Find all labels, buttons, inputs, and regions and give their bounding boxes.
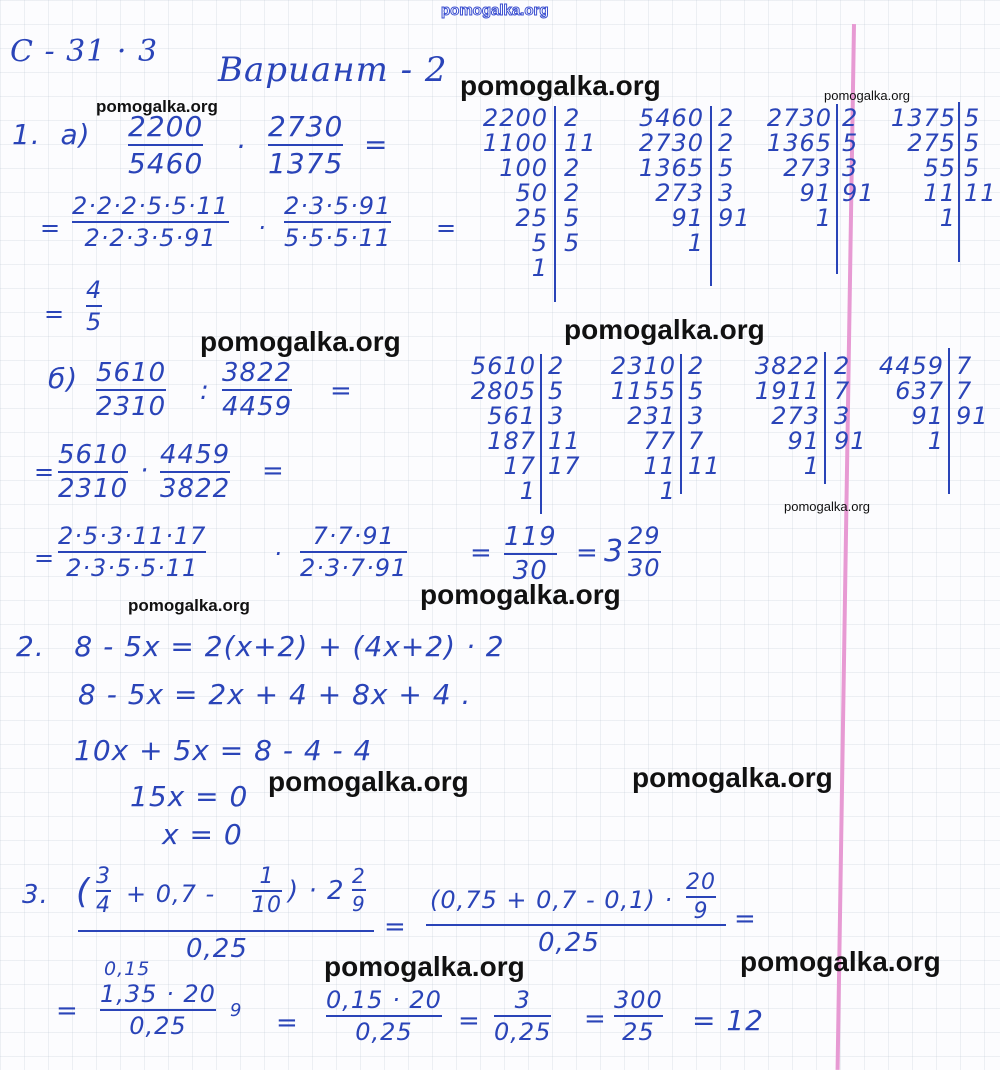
watermark: pomogalka.org bbox=[128, 596, 250, 615]
task3-e-sub: 9 bbox=[230, 1000, 243, 1021]
denominator: 2310 bbox=[96, 392, 167, 422]
fraction-3-4 bbox=[96, 864, 111, 918]
task1a-result-eq: = bbox=[44, 300, 66, 328]
denominator: 0,25 bbox=[355, 1018, 413, 1046]
factor-divider bbox=[836, 104, 838, 274]
task1b-fraction-4 bbox=[160, 440, 230, 504]
numerator: 2·3·5·91 bbox=[284, 192, 392, 220]
task1b-eq-5: = bbox=[470, 538, 493, 568]
factor-col-2310-primes: 2 5 3 7 11 bbox=[688, 352, 721, 480]
factor-divider bbox=[824, 352, 826, 484]
task1a-eq-2: = bbox=[40, 214, 62, 242]
task1b-label: б) bbox=[48, 362, 79, 395]
watermark: pomogalka.org bbox=[200, 326, 401, 357]
watermark: pomogalka.org bbox=[96, 97, 218, 116]
task1a-eq-3: = bbox=[436, 214, 458, 242]
numerator: 4 bbox=[86, 276, 103, 304]
variant-title: Вариант - 2 bbox=[218, 50, 448, 90]
denominator: 30 bbox=[512, 556, 548, 586]
denominator: 4459 bbox=[222, 392, 293, 422]
task1a-op-2: · bbox=[258, 214, 267, 242]
task1b-eq-2: = bbox=[34, 458, 56, 486]
numerator: 1 bbox=[259, 864, 275, 889]
task1b-eq-4: = bbox=[34, 544, 56, 572]
factor-col-1375: 1375 275 55 11 1 bbox=[890, 104, 956, 232]
fraction-bar bbox=[100, 1009, 216, 1011]
fraction-bar bbox=[86, 305, 102, 307]
numerator: 29 bbox=[628, 522, 661, 550]
task1a-label: 1. а) bbox=[12, 118, 91, 151]
task3-eq-3: = bbox=[56, 996, 79, 1026]
task2-line-5: x = 0 bbox=[162, 818, 243, 851]
factor-col-3822: 3822 1911 273 91 1 bbox=[754, 352, 820, 480]
task1a-op: · bbox=[236, 130, 246, 163]
task3-label: 3. bbox=[22, 880, 49, 910]
numerator: 2200 bbox=[128, 110, 204, 143]
denominator: 5 bbox=[86, 308, 103, 336]
task3-small-015: 0,15 bbox=[104, 958, 151, 980]
task1b-eq-6: = bbox=[576, 538, 599, 568]
task1a-fraction-2 bbox=[268, 110, 343, 180]
task1a-fraction-4 bbox=[284, 192, 391, 252]
numerator: 3822 bbox=[222, 358, 293, 388]
numerator: 3 bbox=[96, 864, 111, 889]
watermark-top: pomogalka.org bbox=[441, 2, 549, 19]
denominator: 5460 bbox=[128, 147, 204, 180]
numerator: 5610 bbox=[96, 358, 167, 388]
task1b-fraction-2 bbox=[222, 358, 292, 422]
fraction-bar bbox=[326, 1015, 442, 1017]
task1a-eq: = bbox=[364, 128, 389, 161]
factor-col-3822-primes: 2 7 3 91 bbox=[834, 352, 867, 455]
fraction-bar bbox=[128, 144, 203, 146]
fraction-bar bbox=[96, 890, 111, 892]
fraction-bar bbox=[58, 471, 128, 473]
factor-col-2730-primes: 2 5 3 91 bbox=[842, 104, 875, 207]
task1b-result-improper bbox=[504, 522, 557, 586]
factor-col-4459: 4459 637 91 1 bbox=[878, 352, 944, 455]
task1a-fraction-1 bbox=[128, 110, 203, 180]
task1b-eq-3: = bbox=[262, 456, 285, 486]
fraction-2-9 bbox=[352, 864, 366, 916]
close-times: ) · 2 bbox=[288, 876, 345, 906]
factor-divider bbox=[710, 106, 712, 286]
denominator: 5·5·5·11 bbox=[284, 224, 392, 252]
numerator: 5610 bbox=[58, 440, 129, 470]
fraction-bar bbox=[252, 890, 282, 892]
denominator: 1375 bbox=[268, 147, 344, 180]
fraction-1-10 bbox=[252, 864, 282, 918]
fraction-bar bbox=[160, 471, 230, 473]
watermark: pomogalka.org bbox=[460, 70, 661, 101]
task3-eq-2: = bbox=[734, 904, 757, 934]
watermark: pomogalka.org bbox=[632, 762, 833, 793]
task3-big-fraction-1 bbox=[76, 862, 372, 934]
task3-main-bar-1 bbox=[78, 930, 374, 932]
task3-den-1: 0,25 bbox=[186, 934, 248, 964]
factor-divider bbox=[554, 106, 556, 302]
task2-line-4: 15x = 0 bbox=[130, 780, 249, 813]
task3-num-2: (0,75 + 0,7 - 0,1) · bbox=[430, 886, 674, 914]
denominator: 25 bbox=[622, 1018, 655, 1046]
task2-line-2: 8 - 5x = 2x + 4 + 8x + 4 . bbox=[78, 678, 472, 711]
task3-eq-4: = bbox=[276, 1008, 299, 1038]
task2-line-1: 2. 8 - 5x = 2(x+2) + (4x+2) · 2 bbox=[16, 630, 505, 663]
task3-eq-6: = bbox=[584, 1004, 607, 1034]
denominator: 3822 bbox=[160, 474, 231, 504]
task3-fraction-h bbox=[614, 986, 663, 1046]
task1b-fraction-3 bbox=[58, 440, 128, 504]
task3-fraction-g bbox=[494, 986, 551, 1046]
fraction-bar bbox=[96, 389, 166, 391]
task3-final: = 12 bbox=[692, 1004, 764, 1037]
numerator: 2·5·3·11·17 bbox=[58, 522, 207, 550]
fraction-bar bbox=[494, 1015, 551, 1017]
denominator: 2·2·3·5·91 bbox=[84, 224, 217, 252]
fraction-bar bbox=[352, 889, 366, 891]
task3-fraction-f bbox=[326, 986, 442, 1046]
fraction-20-9 bbox=[686, 870, 716, 924]
numerator: 20 bbox=[686, 870, 716, 895]
watermark: pomogalka.org bbox=[420, 579, 621, 610]
numerator: 3 bbox=[514, 986, 531, 1014]
numerator: 1,35 · 20 bbox=[100, 980, 216, 1008]
factor-col-5460-primes: 2 2 5 3 91 bbox=[718, 104, 751, 232]
task3-eq-5: = bbox=[458, 1006, 481, 1036]
numerator: 119 bbox=[504, 522, 557, 552]
factor-divider bbox=[958, 102, 960, 262]
denominator: 4 bbox=[96, 893, 111, 918]
numerator: 2·2·2·5·5·11 bbox=[72, 192, 230, 220]
watermark: pomogalka.org bbox=[784, 499, 870, 514]
factor-col-2200: 2200 1100 100 50 25 5 1 bbox=[482, 104, 548, 282]
task3-main-bar-2 bbox=[426, 924, 726, 926]
factor-col-2730: 2730 1365 273 91 1 bbox=[766, 104, 832, 232]
factor-col-5460: 5460 2730 1365 273 91 1 bbox=[638, 104, 704, 257]
task1b-fraction-5 bbox=[58, 522, 206, 582]
numerator: 0,15 · 20 bbox=[326, 986, 442, 1014]
factor-divider bbox=[948, 348, 950, 494]
plus-text: + 0,7 - bbox=[126, 880, 216, 908]
fraction-bar bbox=[628, 551, 661, 553]
section-code: С - 31 · 3 bbox=[10, 34, 159, 69]
denominator: 10 bbox=[252, 893, 282, 918]
factor-col-2200-primes: 2 11 2 2 5 5 bbox=[564, 104, 597, 257]
task1b-mixed-whole: 3 bbox=[604, 534, 625, 569]
numerator: 7·7·91 bbox=[312, 522, 395, 550]
open-paren: ( bbox=[76, 872, 91, 912]
denominator: 0,25 bbox=[129, 1012, 187, 1040]
factor-divider bbox=[680, 354, 682, 494]
task1a-result bbox=[86, 276, 102, 336]
factor-col-4459-primes: 7 7 91 bbox=[956, 352, 989, 430]
denominator: 9 bbox=[352, 892, 366, 916]
task1b-op-3: · bbox=[274, 540, 283, 568]
fraction-bar bbox=[58, 551, 206, 553]
watermark: pomogalka.org bbox=[824, 88, 910, 103]
fraction-bar bbox=[300, 551, 407, 553]
fraction-bar bbox=[614, 1015, 663, 1017]
denominator: 30 bbox=[628, 554, 661, 582]
denominator: 0,25 bbox=[494, 1018, 552, 1046]
denominator: 2·3·5·5·11 bbox=[66, 554, 199, 582]
watermark: pomogalka.org bbox=[268, 766, 469, 797]
numerator: 4459 bbox=[160, 440, 231, 470]
task2-line-3: 10x + 5x = 8 - 4 - 4 bbox=[74, 734, 373, 767]
fraction-bar bbox=[222, 389, 292, 391]
task3-fraction-e bbox=[100, 980, 216, 1040]
denominator: 9 bbox=[693, 899, 709, 924]
numerator: 2730 bbox=[268, 110, 344, 143]
numerator: 2 bbox=[352, 864, 366, 888]
task1b-fraction-1 bbox=[96, 358, 166, 422]
task1b-eq: = bbox=[330, 376, 353, 406]
watermark: pomogalka.org bbox=[564, 314, 765, 345]
task3-eq-1: = bbox=[384, 912, 407, 942]
factor-col-5610-primes: 2 5 3 11 17 bbox=[548, 352, 581, 480]
watermark: pomogalka.org bbox=[740, 946, 941, 977]
fraction-bar bbox=[284, 221, 391, 223]
fraction-bar bbox=[686, 896, 716, 898]
denominator: 2·3·7·91 bbox=[300, 554, 408, 582]
numerator: 300 bbox=[614, 986, 663, 1014]
task1b-op: : bbox=[200, 376, 210, 406]
factor-col-1375-primes: 5 5 5 11 bbox=[964, 104, 997, 207]
factor-col-2310: 2310 1155 231 77 11 1 bbox=[610, 352, 676, 505]
denominator: 2310 bbox=[58, 474, 129, 504]
factor-divider bbox=[540, 354, 542, 514]
task1b-fraction-6 bbox=[300, 522, 407, 582]
watermark: pomogalka.org bbox=[324, 951, 525, 982]
task1b-mixed-fraction bbox=[628, 522, 661, 582]
fraction-bar bbox=[504, 553, 557, 555]
factor-col-5610: 5610 2805 561 187 17 1 bbox=[470, 352, 536, 505]
task1b-op-2: · bbox=[140, 456, 150, 486]
fraction-bar bbox=[72, 221, 229, 223]
fraction-bar bbox=[268, 144, 343, 146]
task3-den-2: 0,25 bbox=[538, 928, 600, 958]
task1a-fraction-3 bbox=[72, 192, 229, 252]
